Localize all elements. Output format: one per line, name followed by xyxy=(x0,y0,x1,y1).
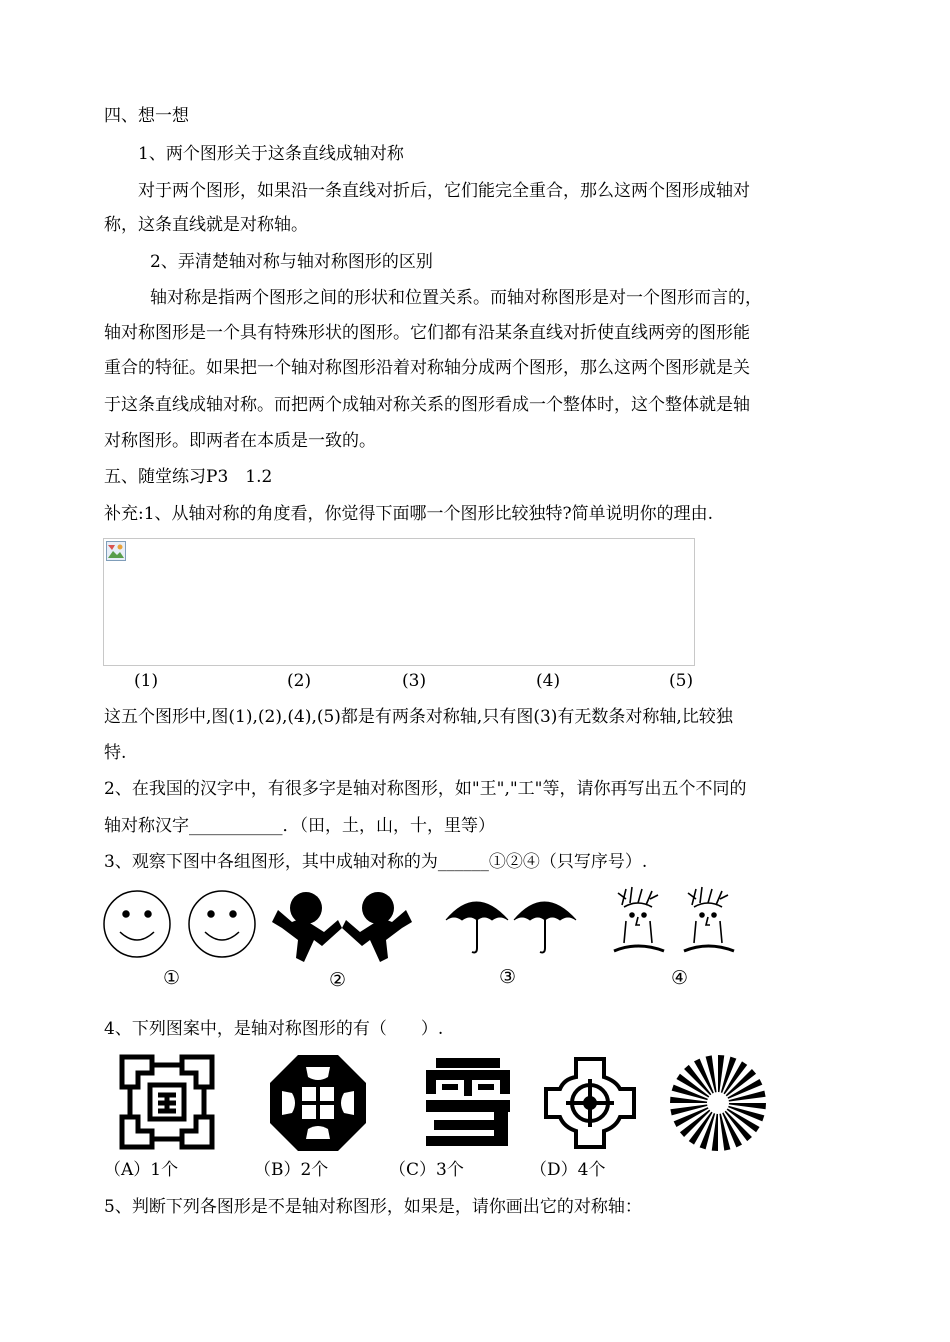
section-5-title: 五、随堂练习P3 1.2 xyxy=(104,467,273,487)
scarf-figure-icon xyxy=(272,892,342,962)
umbrellas-figure xyxy=(442,890,582,960)
figure-label: (5) xyxy=(669,671,694,691)
answer-option-c: （C）3个 xyxy=(389,1160,464,1180)
smiley-face-icon xyxy=(189,891,255,957)
smiley-faces-figure xyxy=(100,888,260,960)
broken-image-placeholder xyxy=(103,538,695,666)
answer-line: 特. xyxy=(104,743,127,763)
paragraph-line: 轴对称是指两个图形之间的形状和位置关系。而轴对称图形是对一个图形而言的， xyxy=(150,288,762,308)
umbrella-icon xyxy=(514,902,576,953)
paragraph-line: 于这条直线成轴对称。而把两个成轴对称关系的图形看成一个整体时，这个整体就是轴 xyxy=(104,395,750,415)
scarf-figure-icon xyxy=(342,892,412,962)
question-3: 3、观察下图中各组图形，其中成轴对称的为______①②④（只写序号）. xyxy=(104,852,648,872)
question-2: 2、在我国的汉字中，有很多字是轴对称图形，如"王","工"等，请你再写出五个不同的 xyxy=(104,779,747,799)
question-1: 补充:1、从轴对称的角度看，你觉得下面哪一个图形比较独特?简单说明你的理由. xyxy=(104,504,714,524)
question-5: 5、判断下列各图形是不是轴对称图形，如果是，请你画出它的对称轴： xyxy=(104,1197,642,1217)
sunburst-pattern-figure xyxy=(668,1053,768,1153)
fret-pattern-icon xyxy=(122,1057,212,1147)
spiky-hair-face-icon xyxy=(684,887,734,951)
figure-label: (2) xyxy=(287,671,312,691)
question-2-answer: 轴对称汉字___________．（田，土，山，十，里等） xyxy=(104,816,495,836)
figure-label: (3) xyxy=(402,671,427,691)
octagon-pattern-figure xyxy=(268,1053,368,1153)
fret-pattern-figure xyxy=(118,1053,216,1151)
answer-option-a: （A）1个 xyxy=(104,1160,179,1180)
figure-label: ② xyxy=(329,969,347,991)
subsection-4-2-title: 2、弄清楚轴对称与轴对称图形的区别 xyxy=(150,252,433,272)
figure-label: (1) xyxy=(134,671,159,691)
circle-cross-pattern-icon xyxy=(546,1059,634,1147)
spiky-hair-faces-figure xyxy=(612,885,747,960)
smiley-face-icon xyxy=(104,891,170,957)
figure-label: ④ xyxy=(671,967,689,989)
spiky-hair-face-icon xyxy=(614,887,664,951)
subsection-4-1-title: 1、两个图形关于这条直线成轴对称 xyxy=(138,144,404,164)
scarf-figures-figure xyxy=(262,888,422,968)
octagon-pattern-icon xyxy=(270,1055,366,1151)
paragraph-line: 对于两个图形，如果沿一条直线对折后，它们能完全重合，那么这两个图形成轴对 xyxy=(138,181,750,201)
figure-label: ① xyxy=(163,967,181,989)
circle-cross-pattern-figure xyxy=(542,1055,638,1151)
answer-option-d: （D）4个 xyxy=(530,1160,606,1180)
umbrella-icon xyxy=(446,902,508,953)
paragraph-line: 称，这条直线就是对称轴。 xyxy=(104,215,308,235)
question-4: 4、下列图案中，是轴对称图形的有（ ）. xyxy=(104,1019,444,1039)
snow-character-figure xyxy=(424,1056,512,1148)
answer-option-b: （B）2个 xyxy=(254,1160,329,1180)
snow-character-icon xyxy=(426,1058,510,1146)
paragraph-line: 对称图形。即两者在本质是一致的。 xyxy=(104,431,376,451)
figure-label: (4) xyxy=(536,671,561,691)
broken-image-icon xyxy=(106,541,126,561)
answer-line: 这五个图形中,图(1),(2),(4),(5)都是有两条对称轴,只有图(3)有无数条对称轴,比较独 xyxy=(104,707,733,727)
section-4-title: 四、想一想 xyxy=(104,106,189,126)
figure-label: ③ xyxy=(499,966,517,988)
paragraph-line: 轴对称图形是一个具有特殊形状的图形。它们都有沿某条直线对折使直线两旁的图形能 xyxy=(104,323,750,343)
paragraph-line: 重合的特征。如果把一个轴对称图形沿着对称轴分成两个图形，那么这两个图形就是关 xyxy=(104,358,750,378)
